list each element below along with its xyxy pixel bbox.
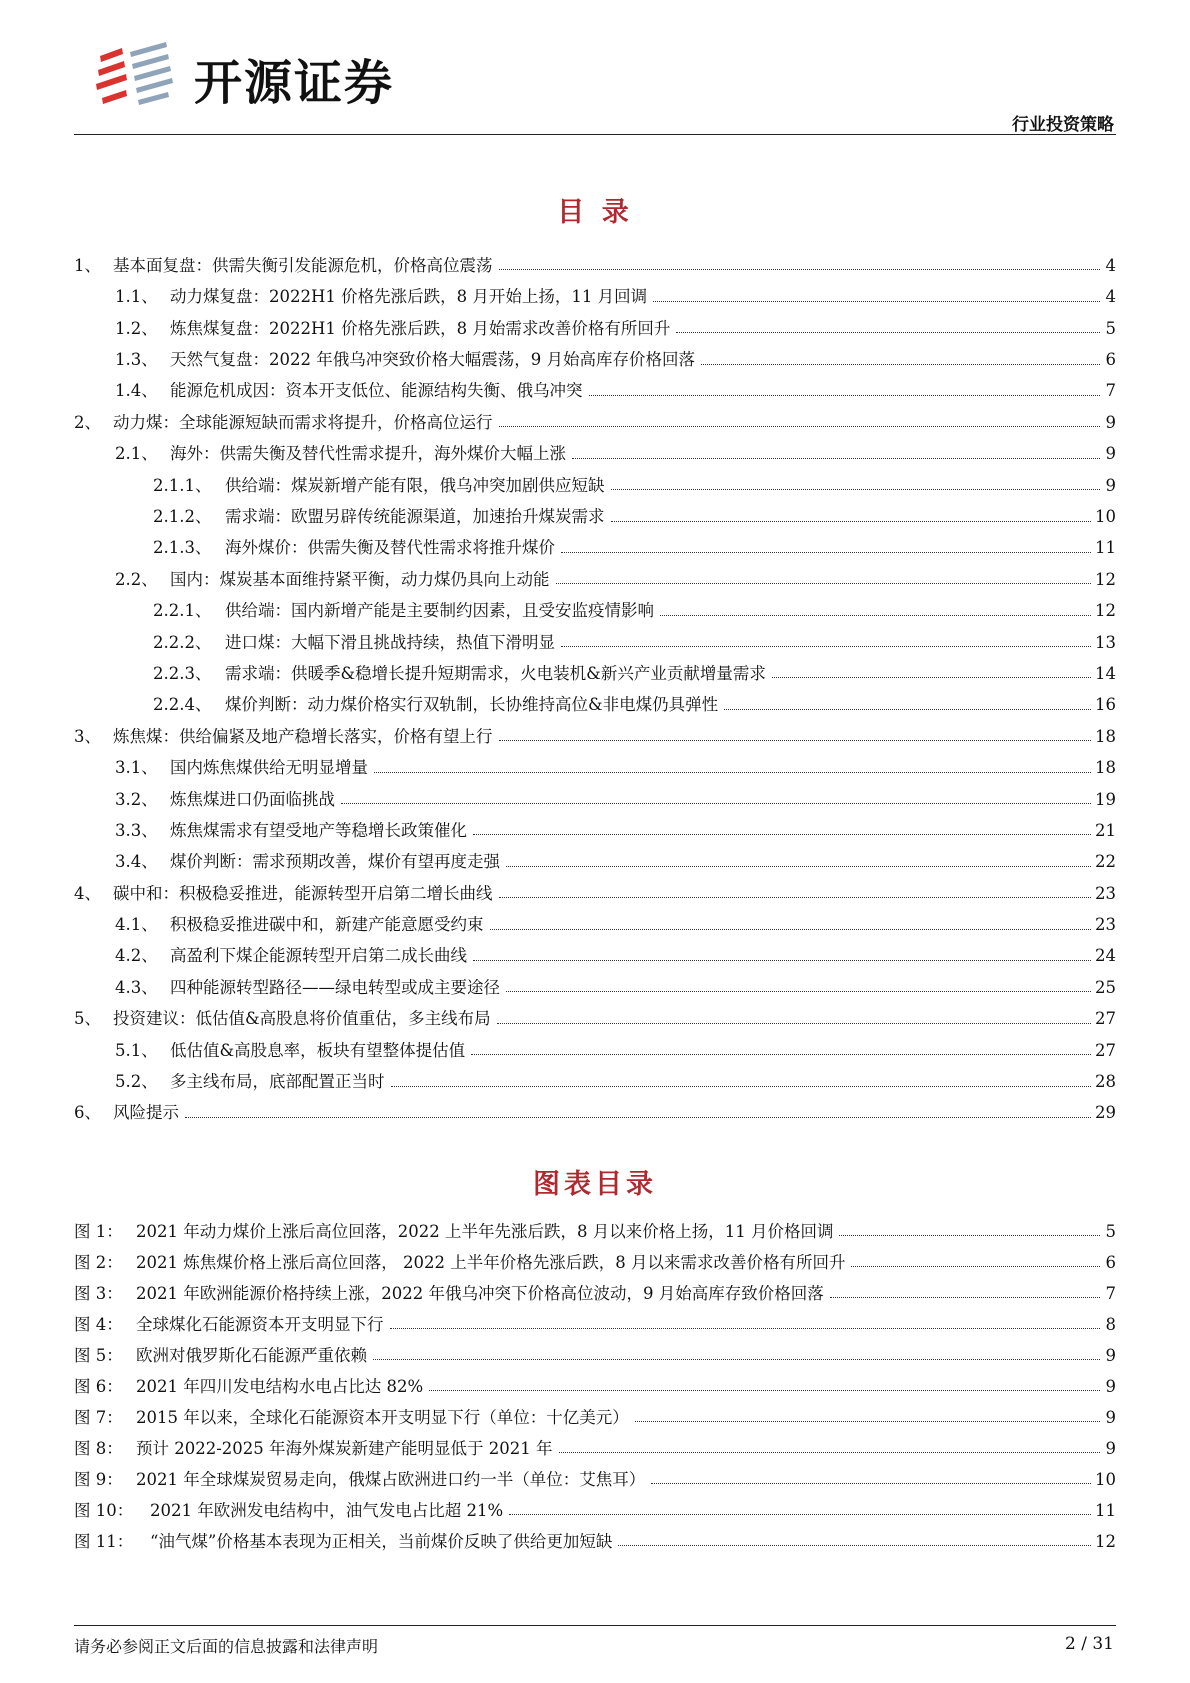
entry-page: 25 [1095, 977, 1116, 997]
entry-page: 9 [1105, 1407, 1116, 1427]
entry-label: 2021 年欧洲能源价格持续上涨，2022 年俄乌冲突下价格高位波动，9 月始高库存致价格回落 [136, 1283, 824, 1303]
toc-entry[interactable] [74, 588, 1116, 619]
figure-entry[interactable] [74, 1364, 1116, 1395]
entry-page: 9 [1105, 1376, 1116, 1396]
entry-number: 2.1.2、 [153, 507, 212, 527]
toc-entry[interactable] [74, 996, 1116, 1027]
header-divider [74, 134, 1116, 135]
entry-label: 低估值&高股息率，板块有望整体提估值 [170, 1040, 466, 1060]
toc-entry[interactable] [74, 431, 1116, 462]
footer-divider [74, 1625, 1116, 1626]
leader-dots [473, 834, 1091, 835]
leader-dots [374, 772, 1091, 773]
entry-number: 4.3、 [115, 977, 158, 997]
leader-dots [724, 709, 1091, 710]
toc-entry[interactable] [74, 494, 1116, 525]
entry-number: 5.2、 [115, 1072, 158, 1092]
entry-number: 1、 [74, 255, 101, 275]
entry-number: 图 10： [74, 1500, 134, 1520]
leader-dots [506, 866, 1091, 867]
entry-page: 6 [1105, 350, 1116, 370]
toc-entry[interactable] [74, 337, 1116, 368]
leader-dots [589, 395, 1101, 396]
entry-label: 投资建议：低估值&高股息将价值重估，多主线布局 [113, 1009, 491, 1029]
entry-label: 碳中和：积极稳妥推进，能源转型开启第二增长曲线 [113, 883, 493, 903]
entry-number: 2.2.2、 [153, 632, 212, 652]
entry-page: 11 [1095, 538, 1116, 558]
entry-number: 图 2： [74, 1252, 123, 1272]
entry-number: 图 11： [74, 1531, 134, 1551]
leader-dots [618, 1545, 1091, 1546]
footer-disclaimer: 请务必参阅正文后面的信息披露和法律声明 [74, 1637, 379, 1656]
entry-page: 10 [1095, 1469, 1116, 1489]
entry-label: 炼焦煤进口仍面临挑战 [170, 789, 335, 809]
toc-entry[interactable] [74, 1028, 1116, 1059]
leader-dots [611, 521, 1092, 522]
toc-entry[interactable] [74, 400, 1116, 431]
leader-dots [499, 269, 1101, 270]
entry-number: 图 8： [74, 1438, 123, 1458]
entry-page: 23 [1095, 883, 1116, 903]
entry-number: 3.3、 [115, 820, 158, 840]
entry-page: 19 [1095, 789, 1116, 809]
entry-label: 2021 炼焦煤价格上涨后高位回落， 2022 上半年价格先涨后跌，8 月以来需求改善价格有所回升 [136, 1252, 846, 1272]
entry-page: 27 [1095, 1009, 1116, 1029]
entry-page: 23 [1095, 915, 1116, 935]
entry-page: 4 [1105, 287, 1116, 307]
entry-number: 图 6： [74, 1376, 123, 1396]
entry-number: 1.4、 [115, 381, 158, 401]
toc-entry[interactable] [74, 306, 1116, 337]
entry-label: 积极稳妥推进碳中和，新建产能意愿受约束 [170, 915, 484, 935]
entry-label: 高盈利下煤企能源转型开启第二成长曲线 [170, 946, 467, 966]
figure-entry[interactable] [74, 1519, 1116, 1550]
toc-entry[interactable] [74, 369, 1116, 400]
entry-label: 炼焦煤复盘：2022H1 价格先涨后跌，8 月始需求改善价格有所回升 [170, 318, 671, 338]
entry-number: 2.2.4、 [153, 695, 212, 715]
entry-page: 12 [1095, 1531, 1116, 1551]
leader-dots [851, 1266, 1100, 1267]
toc-entry[interactable] [74, 777, 1116, 808]
entry-label: 2021 年全球煤炭贸易走向，俄煤占欧洲进口约一半（单位：艾焦耳） [136, 1469, 646, 1489]
entry-number: 3.2、 [115, 789, 158, 809]
entry-page: 5 [1105, 1221, 1116, 1241]
toc-entry[interactable] [74, 965, 1116, 996]
leader-dots [506, 991, 1091, 992]
toc-entry[interactable] [74, 1059, 1116, 1090]
entry-page: 18 [1095, 726, 1116, 746]
toc-entry[interactable] [74, 651, 1116, 682]
entry-number: 图 3： [74, 1283, 123, 1303]
figure-entry[interactable] [74, 1240, 1116, 1271]
toc-list [74, 243, 1116, 1122]
toc-entry[interactable] [74, 808, 1116, 839]
entry-number: 2、 [74, 412, 101, 432]
figure-entry[interactable] [74, 1457, 1116, 1488]
entry-number: 2.2、 [115, 569, 158, 589]
entry-label: 2021 年欧洲发电结构中，油气发电占比超 21% [150, 1500, 504, 1520]
entry-page: 21 [1095, 820, 1116, 840]
leader-dots [660, 615, 1091, 616]
entry-number: 2.2.1、 [153, 601, 212, 621]
entry-page: 4 [1105, 255, 1116, 275]
entry-number: 2.1、 [115, 444, 158, 464]
leader-dots [429, 1390, 1100, 1391]
entry-page: 24 [1095, 946, 1116, 966]
entry-label: 海外：供需失衡及替代性需求提升，海外煤价大幅上涨 [170, 444, 566, 464]
entry-page: 6 [1105, 1252, 1116, 1272]
entry-number: 3.4、 [115, 852, 158, 872]
entry-label: 炼焦煤需求有望受地产等稳增长政策催化 [170, 820, 467, 840]
entry-page: 7 [1105, 1283, 1116, 1303]
toc-entry[interactable] [74, 745, 1116, 776]
entry-number: 1.3、 [115, 350, 158, 370]
entry-page: 14 [1095, 663, 1116, 683]
leader-dots [653, 301, 1100, 302]
entry-number: 3、 [74, 726, 101, 746]
entry-number: 3.1、 [115, 758, 158, 778]
figure-entry[interactable] [74, 1209, 1116, 1240]
entry-page: 27 [1095, 1040, 1116, 1060]
entry-number: 4、 [74, 883, 101, 903]
toc-entry[interactable] [74, 871, 1116, 902]
entry-label: 煤价判断：需求预期改善，煤价有望再度走强 [170, 852, 500, 872]
leader-dots [559, 1452, 1100, 1453]
leader-dots [499, 740, 1092, 741]
entry-number: 图 9： [74, 1469, 123, 1489]
leader-dots [651, 1483, 1091, 1484]
entry-page: 22 [1095, 852, 1116, 872]
entry-page: 7 [1105, 381, 1116, 401]
leader-dots [556, 583, 1092, 584]
leader-dots [471, 1054, 1091, 1055]
entry-label: 煤价判断：动力煤价格实行双轨制，长协维持高位&非电煤仍具弹性 [225, 695, 719, 715]
toc-entry[interactable] [74, 682, 1116, 713]
entry-label: 动力煤：全球能源短缺而需求将提升，价格高位运行 [113, 412, 493, 432]
entry-page: 9 [1105, 1438, 1116, 1458]
entry-number: 2.1.1、 [153, 475, 212, 495]
toc-entry[interactable] [74, 526, 1116, 557]
entry-label: 国内：煤炭基本面维持紧平衡，动力煤仍具向上动能 [170, 569, 550, 589]
entry-label: 多主线布局，底部配置正当时 [170, 1072, 385, 1092]
entry-label: “油气煤”价格基本表现为正相关，当前煤价反映了供给更加短缺 [150, 1531, 613, 1551]
toc-title: 目 录 [557, 197, 633, 228]
figure-entry[interactable] [74, 1395, 1116, 1426]
toc-entry[interactable] [74, 557, 1116, 588]
leader-dots [390, 1328, 1101, 1329]
entry-label: 2021 年动力煤价上涨后高位回落，2022 上半年先涨后跌，8 月以来价格上扬，11 月价格回调 [136, 1221, 834, 1241]
entry-page: 5 [1105, 318, 1116, 338]
entry-label: 需求端：欧盟另辟传统能源渠道，加速抬升煤炭需求 [225, 507, 605, 527]
toc-entry[interactable] [74, 1091, 1116, 1122]
entry-page: 28 [1095, 1072, 1116, 1092]
leader-dots [509, 1514, 1091, 1515]
entry-label: 四种能源转型路径——绿电转型或成主要途径 [170, 977, 500, 997]
entry-number: 1.2、 [115, 318, 158, 338]
entry-page: 18 [1095, 758, 1116, 778]
entry-page: 10 [1095, 507, 1116, 527]
entry-label: 供给端：煤炭新增产能有限，俄乌冲突加剧供应短缺 [225, 475, 605, 495]
entry-label: 基本面复盘：供需失衡引发能源危机，价格高位震荡 [113, 255, 493, 275]
entry-number: 图 4： [74, 1314, 123, 1334]
report-type: 行业投资策略 [1012, 115, 1114, 135]
entry-number: 4.2、 [115, 946, 158, 966]
leader-dots [499, 426, 1101, 427]
entry-label: 2021 年四川发电结构水电占比达 82% [136, 1376, 424, 1396]
figure-entry[interactable] [74, 1488, 1116, 1519]
toc-entry[interactable] [74, 620, 1116, 651]
leader-dots [635, 1421, 1100, 1422]
entry-page: 9 [1105, 412, 1116, 432]
kaiyuan-logo-icon [96, 42, 186, 108]
toc-entry[interactable] [74, 274, 1116, 305]
entry-label: 供给端：国内新增产能是主要制约因素，且受安监疫情影响 [225, 601, 654, 621]
entry-label: 预计 2022-2025 年海外煤炭新建产能明显低于 2021 年 [136, 1438, 553, 1458]
entry-label: 国内炼焦煤供给无明显增量 [170, 758, 368, 778]
entry-page: 12 [1095, 569, 1116, 589]
leader-dots [497, 1023, 1091, 1024]
entry-label: 海外煤价：供需失衡及替代性需求将推升煤价 [225, 538, 555, 558]
entry-page: 13 [1095, 632, 1116, 652]
entry-label: 2015 年以来，全球化石能源资本开支明显下行（单位：十亿美元） [136, 1407, 629, 1427]
entry-page: 11 [1095, 1500, 1116, 1520]
entry-number: 图 1： [74, 1221, 123, 1241]
page-header [0, 0, 1190, 140]
entry-number: 图 5： [74, 1345, 123, 1365]
leader-dots [830, 1297, 1100, 1298]
entry-label: 能源危机成因：资本开支低位、能源结构失衡、俄乌冲突 [170, 381, 583, 401]
leader-dots [676, 332, 1100, 333]
leader-dots [490, 929, 1092, 930]
entry-page: 9 [1105, 475, 1116, 495]
leader-dots [341, 803, 1091, 804]
leader-dots [373, 1359, 1100, 1360]
leader-dots [561, 646, 1091, 647]
figure-entry[interactable] [74, 1333, 1116, 1364]
entry-label: 炼焦煤：供给偏紧及地产稳增长落实，价格有望上行 [113, 726, 493, 746]
entry-number: 5、 [74, 1009, 101, 1029]
entry-label: 需求端：供暖季&稳增长提升短期需求，火电装机&新兴产业贡献增量需求 [225, 663, 766, 683]
figure-index-title: 图表目录 [533, 1169, 657, 1200]
entry-label: 风险提示 [113, 1103, 179, 1123]
entry-number: 2.2.3、 [153, 663, 212, 683]
entry-label: 天然气复盘：2022 年俄乌冲突致价格大幅震荡，9 月始高库存价格回落 [170, 350, 695, 370]
toc-entry[interactable] [74, 243, 1116, 274]
toc-entry[interactable] [74, 934, 1116, 965]
leader-dots [473, 960, 1091, 961]
leader-dots [611, 489, 1101, 490]
leader-dots [185, 1117, 1091, 1118]
entry-page: 29 [1095, 1103, 1116, 1123]
leader-dots [572, 458, 1100, 459]
figure-entry[interactable] [74, 1426, 1116, 1457]
entry-number: 6、 [74, 1103, 101, 1123]
entry-page: 12 [1095, 601, 1116, 621]
entry-page: 8 [1105, 1314, 1116, 1334]
leader-dots [772, 677, 1091, 678]
figure-entry[interactable] [74, 1302, 1116, 1333]
toc-entry[interactable] [74, 902, 1116, 933]
leader-dots [561, 552, 1091, 553]
leader-dots [391, 1086, 1092, 1087]
toc-entry[interactable] [74, 463, 1116, 494]
entry-page: 9 [1105, 1345, 1116, 1365]
entry-number: 1.1、 [115, 287, 158, 307]
toc-entry[interactable] [74, 714, 1116, 745]
entry-number: 5.1、 [115, 1040, 158, 1060]
leader-dots [499, 897, 1092, 898]
entry-number: 4.1、 [115, 915, 158, 935]
entry-number: 2.1.3、 [153, 538, 212, 558]
figure-index-list [74, 1209, 1116, 1550]
entry-number: 图 7： [74, 1407, 123, 1427]
entry-page: 9 [1105, 444, 1116, 464]
entry-label: 进口煤：大幅下滑且挑战持续，热值下滑明显 [225, 632, 555, 652]
entry-page: 16 [1095, 695, 1116, 715]
toc-entry[interactable] [74, 839, 1116, 870]
page-number: 2 / 31 [1065, 1634, 1114, 1654]
entry-label: 全球煤化石能源资本开支明显下行 [136, 1314, 384, 1334]
entry-label: 欧洲对俄罗斯化石能源严重依赖 [136, 1345, 367, 1365]
leader-dots [839, 1235, 1100, 1236]
entry-label: 动力煤复盘：2022H1 价格先涨后跌，8 月开始上扬，11 月回调 [170, 287, 648, 307]
figure-entry[interactable] [74, 1271, 1116, 1302]
brand-name: 开源证券 [194, 55, 395, 111]
leader-dots [701, 364, 1100, 365]
